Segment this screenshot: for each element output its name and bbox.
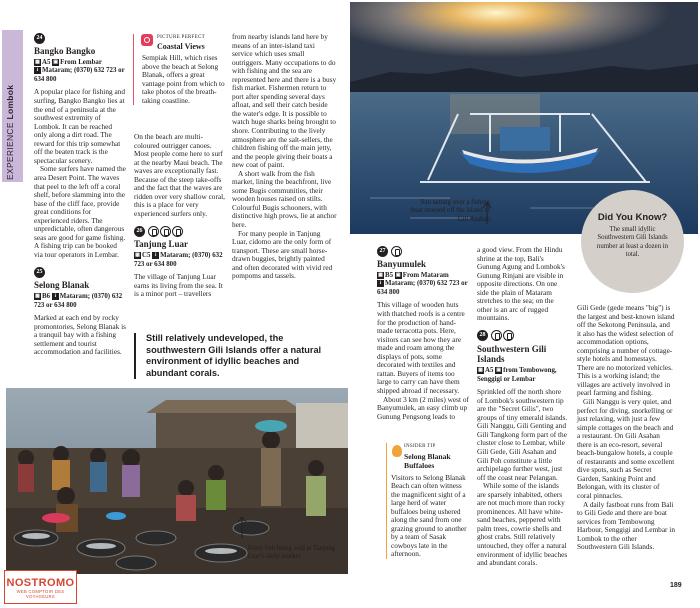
paragraph: A daily fastboat runs from Bali to Gili Gede and there are boat services from Tembowong Harbour, Senggigi and Lembar in Lombok to the other Southwestern Gili Islands.	[577, 499, 675, 552]
shop-icon	[172, 226, 183, 237]
paragraph: Marked at each end by rocky promontories, Selong Blanak is a tranquil bay with a fishing settlement and tourist accommodation and facilities.	[34, 313, 127, 357]
section-tab-label: EXPERIENCE Lombok	[5, 84, 15, 180]
poi-info-selong-blanak: ▦ B6 i Mataram; (0370) 632 723 or 634 800	[34, 293, 123, 309]
insider-tip-box	[386, 443, 472, 559]
poi-title-southwestern-gili-islands: Southwestern Gili Islands	[477, 343, 547, 364]
diving-icon	[503, 330, 514, 341]
transport-icon: ▣	[395, 272, 401, 278]
poi-title-tanjung-luar: Tanjung Luar	[134, 239, 188, 250]
did-you-know-title: Did You Know?	[597, 212, 668, 223]
shop-icon	[391, 246, 402, 257]
column-3	[232, 33, 337, 281]
poi-marker-25: 25	[34, 267, 45, 278]
transport-icon: ▣	[53, 59, 59, 65]
picture-perfect-title: Coastal Views	[157, 41, 205, 51]
poi-info-bangko-bangko: ▦ A5 ▣ From Lembar i Mataram; (0370) 632 723 or 634 800	[34, 58, 125, 83]
paragraph: A short walk from the fish market, lining the beachfront, live some Bugis communities, their wooden houses raised on stilts. Colourful Bugis schooners, with distinctive high prows, lie at anchor here.	[232, 168, 337, 230]
picture-perfect-box	[133, 34, 225, 105]
nostromo-logo	[4, 570, 77, 604]
column-1	[34, 33, 126, 357]
paragraph: a good view. From the Hindu shrine at the top, Bali's Gunung Agung and Lombok's Gunung Rinjani are visible in opposite directions. On one side the plain of Mataram stretches to the sea; on the other is an arc of rugged mountains.	[477, 245, 565, 323]
insider-tip-text: Visitors to Selong Blanak Beach can often witness the magnificent sight of a large herd of water buffaloes being ushered along the sand from one grazing ground to another by a team of Sasak cowboys late in the afternoon.	[391, 472, 467, 559]
page-number: 189	[670, 582, 682, 589]
paragraph: A popular place for fishing and surfing, Bangko Bangko lies at the end of a peninsula at the southwest extremity of Lombok. It can be reached only along a dirt road. The reward for this trip somewhat off the beaten track is the spectacular scenery.	[34, 87, 125, 165]
paragraph: This village of wooden huts with thatched roofs is a centre for the production of hand-made terracotta pots. Here, visitors can see how they are made and roam among the displays of pots, some decorated with textiles and rattan. Buyers of items too large to carry can have them shipped abroad if necessary.	[377, 300, 465, 395]
pull-quote: Still relatively undeveloped, the southwestern Gili Islands offer a natural environment of idyllic beaches and abundant corals.	[134, 333, 339, 379]
poi-marker-26: 26	[134, 226, 145, 237]
caption-arrow-icon	[237, 516, 247, 538]
did-you-know-badge	[581, 190, 684, 293]
paragraph: While some of the islands are sparsely inhabited, others are not much more than rocky prominences. All have white-sand beaches, peppered with palm trees, cowrie shells and ghost crabs. Still relatively untouched, they offer a natural environment of idyllic beaches and abundant corals.	[477, 481, 568, 568]
map-ref-icon: ▦	[35, 59, 40, 65]
column-4	[377, 246, 470, 421]
info-icon: i	[52, 293, 59, 300]
insider-tip-label: INSIDER TIP	[404, 444, 436, 449]
food-icon	[160, 226, 171, 237]
column-5	[477, 246, 568, 568]
paragraph: Sprinkled off the north shore of Lombok's southwestern tip are the "Secret Gilis", two groups of tiny emerald islands. Gili Nanggu, Gili Genting and Gili Tangkong form part of the cluster close to Lembar, while Gili Gede, Gili Asahan and Gili Poh constitute a little archipelago further west, just off the coast near Pelangan.	[477, 387, 568, 482]
column-6	[577, 304, 675, 552]
poi-title-bangko-bangko: Bangko Bangko	[34, 46, 96, 56]
info-icon: i	[152, 252, 159, 259]
poi-info-tanjung-luar: ▦ C5 i Mataram; (0370) 632 723 or 634 800	[134, 252, 223, 268]
lightbulb-icon	[392, 445, 402, 457]
picture-perfect-text: Sempiak Hill, which rises above the beach at Selong Blanak, offers a great vantage point from which to take photos of the breath-taking coastline.	[142, 53, 225, 105]
poi-title-banyumulek: Banyumulek	[377, 259, 427, 269]
paragraph: Gili Nanggu is very quiet, and perfect for diving, snorkelling or just relaxing, with just a few simple cottages on the beach and a restaurant. On Gili Asahan there is an eco-resort, several beach-bungalow hotels, a couple of restaurants and some excellent dive spots, such as Secret Garden, Sanking Point and Belongan, with its cluster of coral pinnacles.	[577, 397, 675, 501]
poi-info-southwestern-gili-islands: ▦ A5 ▣ from Tembowong, Senggigi or Lembar	[477, 367, 557, 383]
logo-name: NOSTROMO	[6, 577, 75, 589]
caption-arrow-icon	[482, 202, 492, 224]
sunset-boat-caption: Sun setting over a fishing boat moored off the island of Gili Asahan	[411, 199, 490, 223]
beach-icon	[491, 330, 502, 341]
poi-marker-24: 24	[34, 33, 45, 44]
picture-perfect-label: PICTURE PERFECT	[157, 35, 205, 40]
info-icon: i	[377, 280, 384, 287]
fish-market-caption: Fresh fish being sold at Tanjung Luar's daily market	[248, 545, 336, 561]
map-ref-icon: ▦	[35, 293, 40, 299]
info-icon: i	[34, 67, 41, 74]
market-icon	[148, 226, 159, 237]
paragraph: from nearby islands land here by means of an inter-island taxi service which uses small outriggers. Many occupations to do with fishing and the sea are represented here and there is a busy fish market. Fishermen return to port after spending several days afloat, and sell their catch beside the water's edge. It is possible to watch huge sharks being brought to shore. Contributing to the lively atmosphere are the salt-sellers, the children fishing off the main jetty, and the people giving their boats a new coat of paint.	[232, 32, 337, 170]
map-ref-icon: ▦	[378, 272, 383, 278]
poi-marker-28: 28	[477, 330, 488, 341]
column-2	[134, 133, 226, 299]
poi-info-banyumulek: ▦ B5 ▣ From Mataram i Mataram; (0370) 632 723 or 634 800	[377, 271, 468, 296]
paragraph: For many people in Tanjung Luar, cidomo are the only form of transport. These are small horse-drawn buggies, brightly painted and often decorated with vivid red pompoms and tassels.	[232, 228, 333, 281]
paragraph: Gili Gede (gede means "big") is the largest and best-known island off the Sekotong Peninsula, and it also has the widest selection of accommodation options, comprising a number of cottage-style hotels and homestays. There are no motorized vehicles. This is a working island; the villages are actively involved in pearl farming and fishing.	[577, 303, 675, 398]
poi-title-selong-blanak: Selong Blanak	[34, 280, 90, 291]
boat-icon: ▣	[496, 367, 502, 373]
did-you-know-text: The small idyllic Southwestern Gili Islands number at least a dozen in total.	[596, 226, 669, 258]
section-tab	[2, 30, 23, 182]
camera-icon	[141, 34, 153, 46]
paragraph: On the beach are multi-coloured outrigger canoes. Most people come here to surf at the nearby Maui beach. The waves are exceptionally fast. Because of the steep take-offs and the fact that the waves are ridden over very shallow coral, this is a place for very experienced surfers only.	[134, 132, 225, 218]
logo-tagline: WEB COMPTOIR DES VOYAGEURS	[16, 589, 65, 599]
paragraph: About 3 km (2 miles) west of Banyumulek, an easy climb up Gunung Pengsong leads to	[377, 394, 469, 421]
paragraph: Some surfers have named the area Desert Point. The waves that peel to the left off a coral shelf, before slamming into the base of the cliff face, provide great conditions for experienced riders. The unpredictable, often dangerous seas are good for game fishing. A fishing trip can be booked via tour operators in Lembar.	[34, 164, 126, 259]
insider-tip-title: Selong Blanak Buffaloes	[404, 451, 451, 470]
map-ref-icon: ▦	[135, 253, 140, 259]
poi-marker-27: 27	[377, 246, 388, 257]
map-ref-icon: ▦	[478, 367, 483, 373]
paragraph: The village of Tanjung Luar earns its living from the sea. It is a minor port – travellers	[134, 272, 223, 299]
